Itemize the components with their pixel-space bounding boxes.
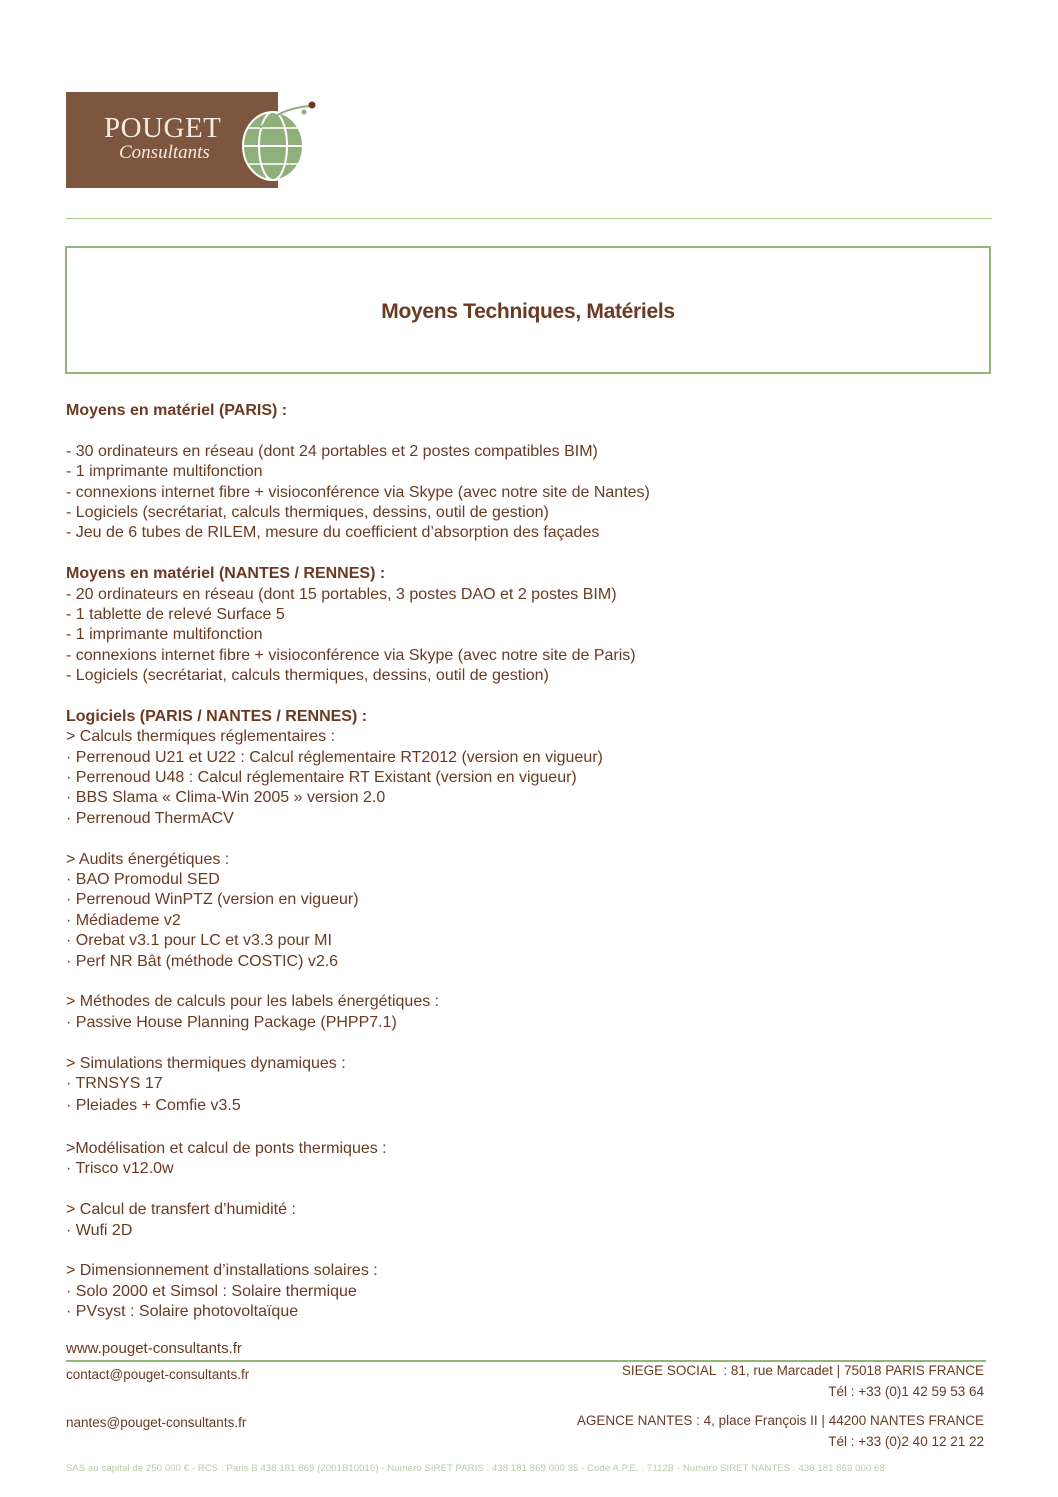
list-item: · Orebat v3.1 pour LC et v3.3 pour MI (66, 932, 332, 950)
legal-notice: SAS au capital de 250 000 € - RCS : Paris B 438 181 869 (2001B10016) - Numéro SIRET PARIS . 438 181 869 000 35 - Code A.P.E. . 7112B - Numéro SIRET NANTES . 438 181 869 000 68 (66, 1463, 885, 1474)
agence-phone: Tél : +33 (0)2 40 12 21 22 (828, 1434, 984, 1449)
list-item: - Jeu de 6 tubes de RILEM, mesure du coefficient d’absorption des façades (66, 524, 600, 542)
list-item: · Perrenoud WinPTZ (version en vigueur) (66, 891, 359, 909)
list-item: · BAO Promodul SED (66, 870, 220, 888)
section-heading: Logiciels (PARIS / NANTES / RENNES) : (66, 707, 368, 725)
list-item: - connexions internet fibre + visioconférence via Skype (avec notre site de Nantes) (66, 483, 650, 501)
group-label: > Méthodes de calculs pour les labels énergétiques : (66, 993, 440, 1011)
section-heading: Moyens en matériel (NANTES / RENNES) : (66, 565, 386, 583)
list-item: · Passive House Planning Package (PHPP7.1) (66, 1013, 397, 1031)
document-body (66, 401, 986, 1323)
group-label: > Calculs thermiques réglementaires : (66, 728, 336, 746)
group-label: > Dimensionnement d’installations solaires : (66, 1262, 378, 1280)
logo-tagline: Consultants (119, 142, 210, 163)
group-label: > Calcul de transfert d’humidité : (66, 1201, 296, 1219)
list-item: · Solo 2000 et Simsol : Solaire thermique (66, 1282, 357, 1300)
list-item: - Logiciels (secrétariat, calculs thermiques, dessins, outil de gestion) (66, 667, 549, 685)
footer-divider (66, 1360, 986, 1362)
list-item: - 1 tablette de relevé Surface 5 (66, 605, 285, 623)
list-item: · Perrenoud ThermACV (66, 809, 234, 827)
website-link[interactable]: www.pouget-consultants.fr (66, 1340, 242, 1357)
email-nantes-link[interactable]: nantes@pouget-consultants.fr (66, 1415, 247, 1430)
list-item: · Perf NR Bât (méthode COSTIC) v2.6 (66, 952, 339, 970)
page-title: Moyens Techniques, Matériels (381, 300, 675, 323)
list-item: · Perrenoud U21 et U22 : Calcul réglementaire RT2012 (version en vigueur) (66, 748, 603, 766)
list-item: - Logiciels (secrétariat, calculs thermiques, dessins, outil de gestion) (66, 503, 549, 521)
globe-icon (240, 98, 322, 190)
list-item: · Médiademe v2 (66, 911, 181, 929)
list-item: · TRNSYS 17 (66, 1074, 163, 1092)
group-label: >Modélisation et calcul de ponts thermiques : (66, 1140, 387, 1158)
list-item: · Perrenoud U48 : Calcul réglementaire RT Existant (version en vigueur) (66, 769, 577, 787)
agence-address: AGENCE NANTES : 4, place François II | 44200 NANTES FRANCE (576, 1413, 984, 1428)
logo-name: POUGET (104, 112, 222, 144)
group-label: > Simulations thermiques dynamiques : (66, 1054, 346, 1072)
siege-phone: Tél : +33 (0)1 42 59 53 64 (828, 1384, 984, 1399)
list-item: · Pleiades + Comfie v3.5 (66, 1097, 241, 1115)
list-item: · PVsyst : Solaire photovoltaïque (66, 1303, 299, 1321)
list-item: - 20 ordinateurs en réseau (dont 15 portables, 3 postes DAO et 2 postes BIM) (66, 585, 617, 603)
list-item: - 1 imprimante multifonction (66, 463, 263, 481)
list-item: · BBS Slama « Clima-Win 2005 » version 2.0 (66, 789, 386, 807)
section-heading: Moyens en matériel (PARIS) : (66, 402, 288, 419)
group-label: > Audits énergétiques : (66, 850, 230, 868)
list-item: · Wufi 2D (66, 1221, 133, 1239)
list-item: · Trisco v12.0w (66, 1160, 174, 1178)
list-item: - connexions internet fibre + visioconférence via Skype (avec notre site de Paris) (66, 646, 636, 664)
title-box (65, 246, 991, 374)
list-item: - 30 ordinateurs en réseau (dont 24 portables et 2 postes compatibles BIM) (66, 442, 598, 460)
email-paris-link[interactable]: contact@pouget-consultants.fr (66, 1367, 250, 1382)
siege-address: SIEGE SOCIAL : 81, rue Marcadet | 75018 PARIS FRANCE (621, 1363, 984, 1378)
header-divider (66, 218, 992, 219)
list-item: - 1 imprimante multifonction (66, 626, 263, 644)
